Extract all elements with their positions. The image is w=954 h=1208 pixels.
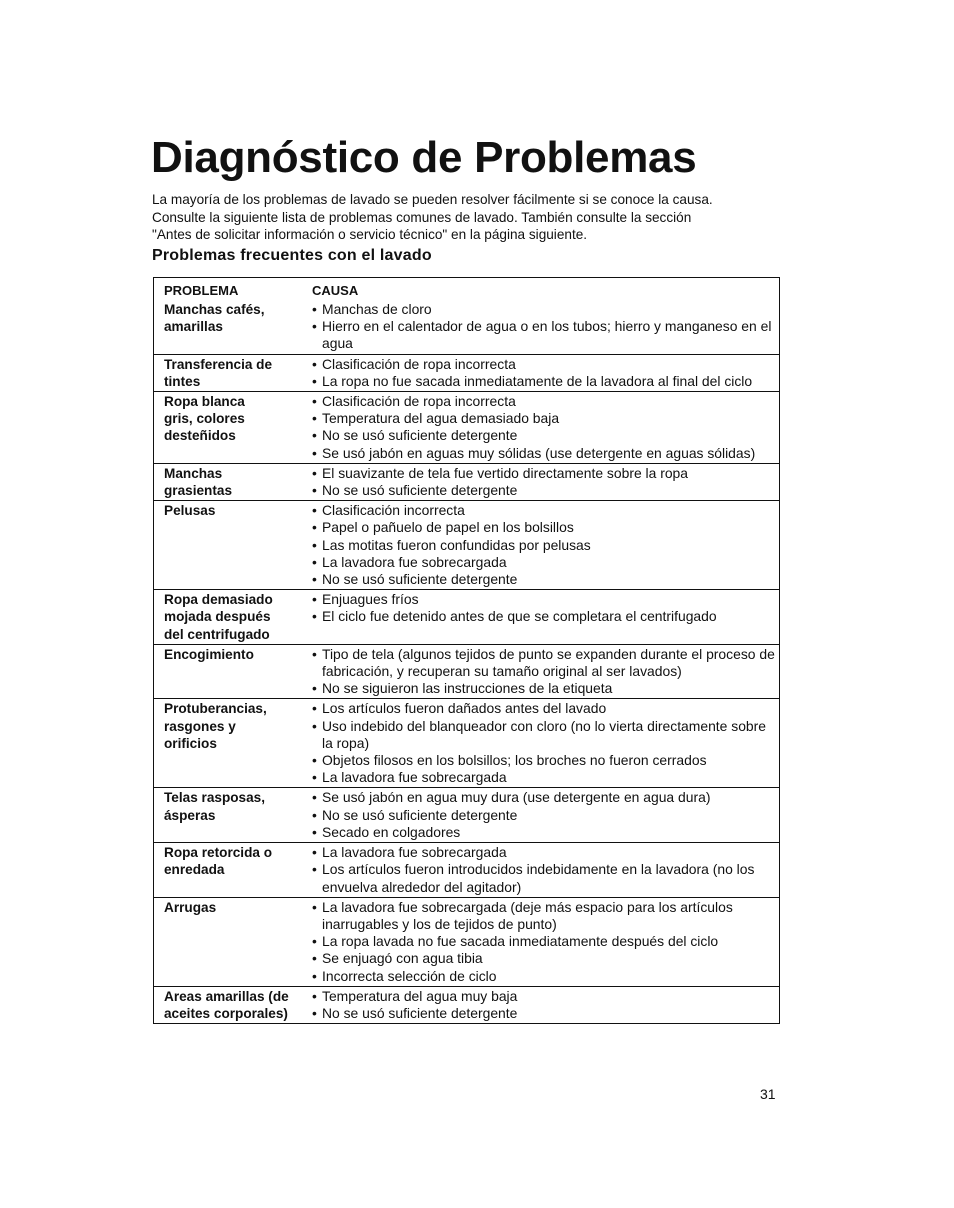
problem-line: amarillas (164, 319, 223, 335)
cause-item: • Temperatura del agua demasiado baja (310, 410, 779, 427)
cause-cell (310, 897, 780, 986)
intro-line: "Antes de solicitar información o servicio técnico" en la página siguiente. (152, 227, 588, 242)
table-header-row (154, 278, 780, 301)
cause-list (310, 465, 779, 499)
intro-paragraph (152, 191, 792, 244)
column-header-problem: PROBLEMA (164, 283, 239, 298)
problem-line: Transferencia de (164, 356, 273, 372)
table-row (154, 788, 780, 843)
cause-list (310, 988, 779, 1022)
problem-line: Ropa retorcida o (164, 845, 273, 861)
problem-line: Arrugas (164, 899, 217, 915)
page-title: Diagnóstico de Problemas (151, 133, 697, 182)
cause-item: • Manchas de cloro (310, 301, 779, 318)
problem-line: gris, colores (164, 411, 245, 427)
cause-item: • Clasificación de ropa incorrecta (310, 356, 779, 373)
table-body (154, 300, 780, 1024)
problem-line: Telas rasposas, (164, 790, 266, 806)
cause-item: • Temperatura del agua muy baja (310, 988, 779, 1005)
intro-line: Consulte la siguiente lista de problemas comunes de lavado. También consulte la sección (152, 209, 692, 225)
table-row (154, 699, 780, 788)
table-row (154, 463, 780, 500)
cause-list (310, 899, 779, 985)
table-row (154, 644, 780, 699)
problem-line: Ropa demasiado (164, 592, 273, 608)
cause-item: • Las motitas fueron confundidas por pelusas (310, 537, 779, 554)
cause-item: • La lavadora fue sobrecargada (310, 554, 779, 571)
problem-line: Pelusas (164, 503, 216, 519)
page-number: 31 (760, 1086, 776, 1102)
cause-item: • No se usó suficiente detergente (310, 427, 779, 444)
problem-cell (154, 986, 311, 1023)
cause-item: • La ropa no fue sacada inmediatamente de la lavadora al final del ciclo (310, 373, 779, 390)
cause-item: • Clasificación de ropa incorrecta (310, 393, 779, 410)
table-row (154, 501, 780, 590)
problem-line: desteñidos (164, 428, 236, 444)
problem-line: Manchas cafés, (164, 302, 265, 317)
problem-line: Encogimiento (164, 646, 254, 662)
problem-line: del centrifugado (164, 626, 270, 642)
cause-item: • No se usó suficiente detergente (310, 1005, 779, 1022)
cause-cell (310, 644, 780, 699)
cause-list (310, 646, 779, 698)
cause-item: • La ropa lavada no fue sacada inmediatamente después del ciclo (310, 933, 779, 950)
problem-cell (154, 644, 311, 699)
cause-list (310, 393, 779, 462)
cause-item: • La lavadora fue sobrecargada (310, 844, 779, 861)
cause-item: • No se siguieron las instrucciones de la etiqueta (310, 680, 779, 697)
troubleshooting-table (153, 277, 780, 1024)
cause-cell (310, 392, 780, 464)
cause-cell (310, 463, 780, 500)
problem-line: Protuberancias, (164, 701, 267, 717)
cause-cell (310, 590, 780, 645)
problem-cell (154, 501, 311, 590)
cause-item: • El suavizante de tela fue vertido directamente sobre la ropa (310, 465, 779, 482)
cause-list (310, 789, 779, 841)
cause-item: • Se usó jabón en aguas muy sólidas (use detergente en aguas sólidas) (310, 445, 779, 462)
cause-list (310, 700, 779, 786)
cause-list (310, 591, 779, 625)
problem-line: enredada (164, 862, 225, 878)
cause-list (310, 844, 779, 896)
column-header-cause: CAUSA (312, 283, 359, 298)
problem-line: ásperas (164, 807, 216, 823)
problem-cell (154, 392, 311, 464)
cause-item: • Enjuagues fríos (310, 591, 779, 608)
problem-line: grasientas (164, 483, 233, 499)
cause-item: • La lavadora fue sobrecargada (310, 769, 779, 786)
cause-item: • El ciclo fue detenido antes de que se completara el centrifugado (310, 608, 779, 625)
problem-line: rasgones y (164, 718, 236, 734)
cause-item: • Secado en colgadores (310, 824, 779, 841)
cause-cell (310, 354, 780, 391)
cause-cell (310, 788, 780, 843)
problem-cell (154, 300, 311, 354)
problem-cell (154, 788, 311, 843)
cause-item: • Papel o pañuelo de papel en los bolsillos (310, 519, 779, 536)
cause-item: • La lavadora fue sobrecargada (deje más espacio para los artículos inarrugables y los de tejidos de punto) (310, 899, 779, 933)
problem-line: Areas amarillas (de (164, 988, 289, 1004)
table-row (154, 986, 780, 1023)
section-title: Problemas frecuentes con el lavado (152, 247, 432, 264)
table-row (154, 590, 780, 645)
cause-item: • No se usó suficiente detergente (310, 571, 779, 588)
cause-item: • Clasificación incorrecta (310, 502, 779, 519)
problem-cell (154, 590, 311, 645)
cause-item: • Se enjuagó con agua tibia (310, 950, 779, 967)
cause-item: • Objetos filosos en los bolsillos; los broches no fueron cerrados (310, 752, 779, 769)
cause-item: • Incorrecta selección de ciclo (310, 968, 779, 985)
cause-item: • Los artículos fueron introducidos indebidamente en la lavadora (no los envuelva alrededor del agitador) (310, 861, 779, 895)
problem-line: orificios (164, 735, 217, 751)
cause-list (310, 356, 779, 390)
cause-item: • No se usó suficiente detergente (310, 807, 779, 824)
cause-item: • Tipo de tela (algunos tejidos de punto se expanden durante el proceso de fabricación, y recuperan su tamaño original al ser lavados) (310, 646, 779, 680)
table-row (154, 843, 780, 898)
cause-cell (310, 699, 780, 788)
cause-item: • Los artículos fueron dañados antes del lavado (310, 700, 779, 717)
cause-list (310, 301, 779, 353)
problem-line: tintes (164, 373, 201, 389)
table-row (154, 300, 780, 354)
cause-item: • Se usó jabón en agua muy dura (use detergente en agua dura) (310, 789, 779, 806)
problem-cell (154, 354, 311, 391)
cause-list (310, 502, 779, 588)
problem-line: Manchas (164, 465, 223, 481)
cause-cell (310, 986, 780, 1023)
cause-cell (310, 843, 780, 898)
problem-cell (154, 897, 311, 986)
problem-cell (154, 843, 311, 898)
cause-item: • No se usó suficiente detergente (310, 482, 779, 499)
problem-line: aceites corporales) (164, 1005, 288, 1021)
table-row (154, 392, 780, 464)
cause-item: • Uso indebido del blanqueador con cloro (no lo vierta directamente sobre la ropa) (310, 718, 779, 752)
cause-cell (310, 300, 780, 354)
problem-cell (154, 463, 311, 500)
table-row (154, 354, 780, 391)
table-row (154, 897, 780, 986)
problem-cell (154, 699, 311, 788)
intro-line: La mayoría de los problemas de lavado se pueden resolver fácilmente si se conoce la causa. (152, 192, 713, 207)
problem-line: Ropa blanca (164, 394, 245, 410)
cause-cell (310, 501, 780, 590)
problem-line: mojada después (164, 609, 271, 625)
cause-item: • Hierro en el calentador de agua o en los tubos; hierro y manganeso en el agua (310, 318, 779, 352)
